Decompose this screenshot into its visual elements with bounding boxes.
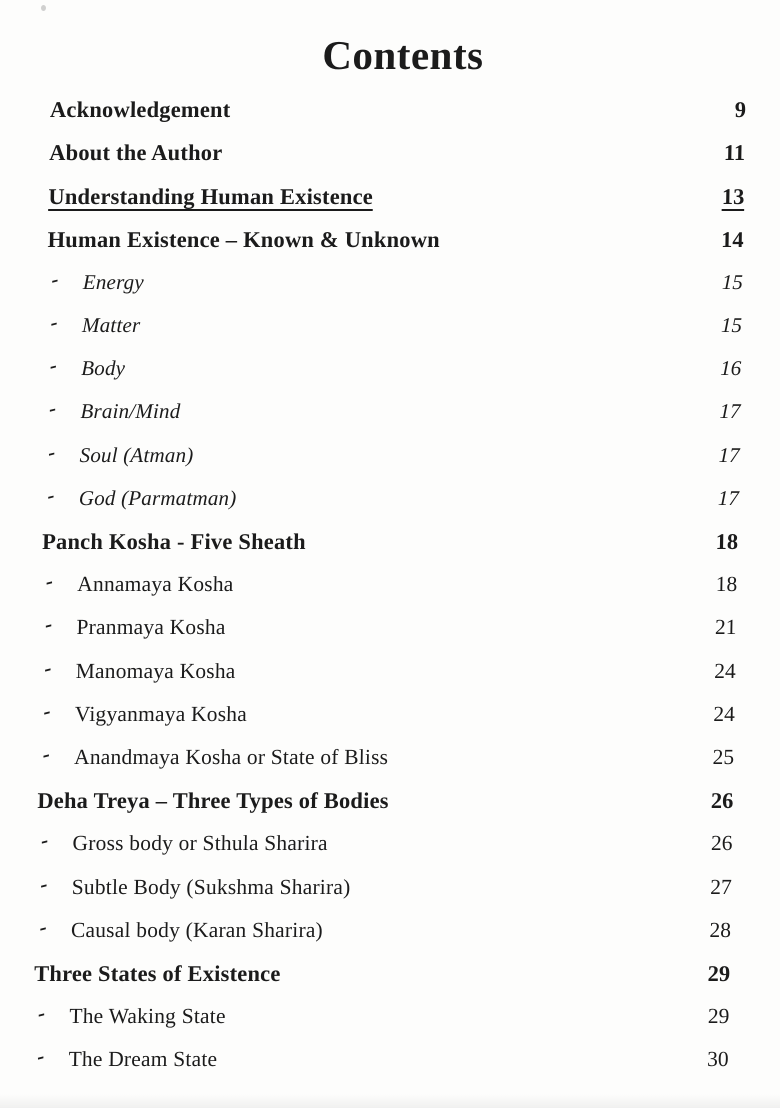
toc-entry-label: Deha Treya – Three Types of Bodies bbox=[37, 788, 389, 814]
toc-entry-label: Acknowledgement bbox=[49, 97, 231, 123]
toc-page-number: 28 bbox=[709, 917, 732, 942]
toc-row bbox=[37, 788, 734, 831]
toc-row bbox=[32, 1043, 729, 1090]
toc-entry-label: Manomaya Kosha bbox=[75, 658, 236, 683]
toc-list bbox=[0, 97, 778, 1090]
toc-entry-label: Gross body or Sthula Sharira bbox=[72, 831, 328, 856]
toc-page-number: 11 bbox=[723, 140, 746, 166]
toc-entry-label: Vigyanmaya Kosha bbox=[74, 701, 248, 726]
dash-bullet-icon: - bbox=[36, 914, 49, 940]
toc-entry-label: Soul (Atman) bbox=[79, 442, 194, 467]
dash-bullet-icon: - bbox=[45, 439, 58, 465]
toc-page-number: 13 bbox=[721, 183, 745, 209]
toc-row bbox=[46, 266, 744, 313]
dash-bullet-icon: - bbox=[37, 871, 50, 897]
toc-page-number: 29 bbox=[707, 960, 731, 986]
toc-page-number: 25 bbox=[712, 744, 735, 769]
toc-entry-label: Annamaya Kosha bbox=[77, 572, 234, 597]
toc-entry-label: The Dream State bbox=[68, 1047, 218, 1072]
toc-entry-label: Panch Kosha - Five Sheath bbox=[41, 529, 307, 555]
toc-entry-label: Brain/Mind bbox=[80, 399, 181, 424]
toc-row bbox=[34, 961, 731, 1004]
toc-page-number: 17 bbox=[719, 399, 741, 424]
toc-page-number: 9 bbox=[734, 97, 747, 123]
toc-entry-label: The Waking State bbox=[69, 1004, 226, 1029]
toc-page-number: 17 bbox=[718, 442, 740, 467]
toc-entry-label: Subtle Body (Sukshma Sharira) bbox=[71, 874, 351, 899]
toc-row bbox=[35, 871, 732, 918]
toc-row bbox=[47, 227, 744, 270]
dash-bullet-icon: - bbox=[47, 309, 60, 335]
dash-bullet-icon: - bbox=[38, 827, 51, 853]
toc-row bbox=[33, 1000, 730, 1047]
toc-entry-label: About the Author bbox=[48, 140, 223, 166]
dash-bullet-icon: - bbox=[46, 352, 60, 378]
dash-bullet-icon: - bbox=[41, 655, 54, 681]
toc-entry-label: Human Existence – Known & Unknown bbox=[47, 226, 441, 252]
toc-row bbox=[45, 309, 743, 356]
toc-entry-label: Matter bbox=[81, 313, 141, 338]
toc-row bbox=[39, 655, 736, 702]
toc-row bbox=[44, 396, 741, 442]
toc-entry-label: Body bbox=[81, 356, 126, 381]
dash-bullet-icon: - bbox=[42, 611, 55, 638]
toc-row bbox=[48, 184, 745, 227]
toc-entry-label: Anandmaya Kosha or State of Bliss bbox=[73, 744, 389, 769]
toc-row bbox=[41, 568, 738, 615]
page-title: Contents bbox=[321, 32, 485, 78]
toc-row bbox=[42, 482, 740, 529]
toc-row bbox=[38, 741, 735, 788]
toc-page-number: 16 bbox=[720, 356, 742, 381]
toc-entry-label: Three States of Existence bbox=[33, 960, 281, 986]
toc-page-number: 26 bbox=[710, 788, 734, 814]
toc-page-number: 24 bbox=[713, 658, 736, 683]
dash-bullet-icon: - bbox=[46, 396, 59, 422]
toc-page-number: 24 bbox=[713, 701, 736, 726]
toc-page-number: 21 bbox=[714, 615, 737, 640]
toc-page-number: 15 bbox=[720, 313, 743, 338]
dash-bullet-icon: - bbox=[40, 698, 53, 724]
toc-row bbox=[38, 698, 736, 745]
toc-page-number: 30 bbox=[706, 1047, 729, 1072]
toc-entry-label: Causal body (Karan Sharira) bbox=[70, 917, 324, 942]
toc-entry-label: God (Parmatman) bbox=[78, 485, 237, 510]
dash-bullet-icon: - bbox=[48, 266, 61, 292]
toc-row bbox=[42, 529, 739, 572]
toc-page-number: 18 bbox=[715, 529, 739, 555]
toc-row bbox=[49, 97, 746, 140]
toc-page-number: 14 bbox=[720, 226, 744, 252]
toc-row bbox=[34, 914, 732, 961]
dash-bullet-icon: - bbox=[42, 568, 56, 594]
toc-page-number: 29 bbox=[707, 1004, 730, 1029]
dash-bullet-icon: - bbox=[34, 1043, 47, 1069]
toc-page-number: 18 bbox=[715, 572, 738, 597]
toc-row bbox=[49, 140, 746, 183]
toc-page-number: 27 bbox=[710, 874, 732, 899]
toc-row bbox=[43, 439, 740, 486]
dash-bullet-icon: - bbox=[39, 741, 53, 767]
toc-page-number: 26 bbox=[710, 831, 733, 856]
dash-bullet-icon: - bbox=[34, 1000, 48, 1026]
toc-row bbox=[36, 827, 733, 874]
toc-page-number: 15 bbox=[721, 269, 744, 294]
toc-row bbox=[45, 352, 742, 399]
toc-entry-label: Energy bbox=[82, 269, 145, 294]
dash-bullet-icon: - bbox=[44, 482, 57, 508]
toc-entry-label: Pranmaya Kosha bbox=[76, 615, 226, 640]
toc-entry-label: Understanding Human Existence bbox=[48, 183, 374, 209]
toc-page-number: 17 bbox=[717, 485, 740, 510]
toc-row bbox=[40, 611, 737, 658]
